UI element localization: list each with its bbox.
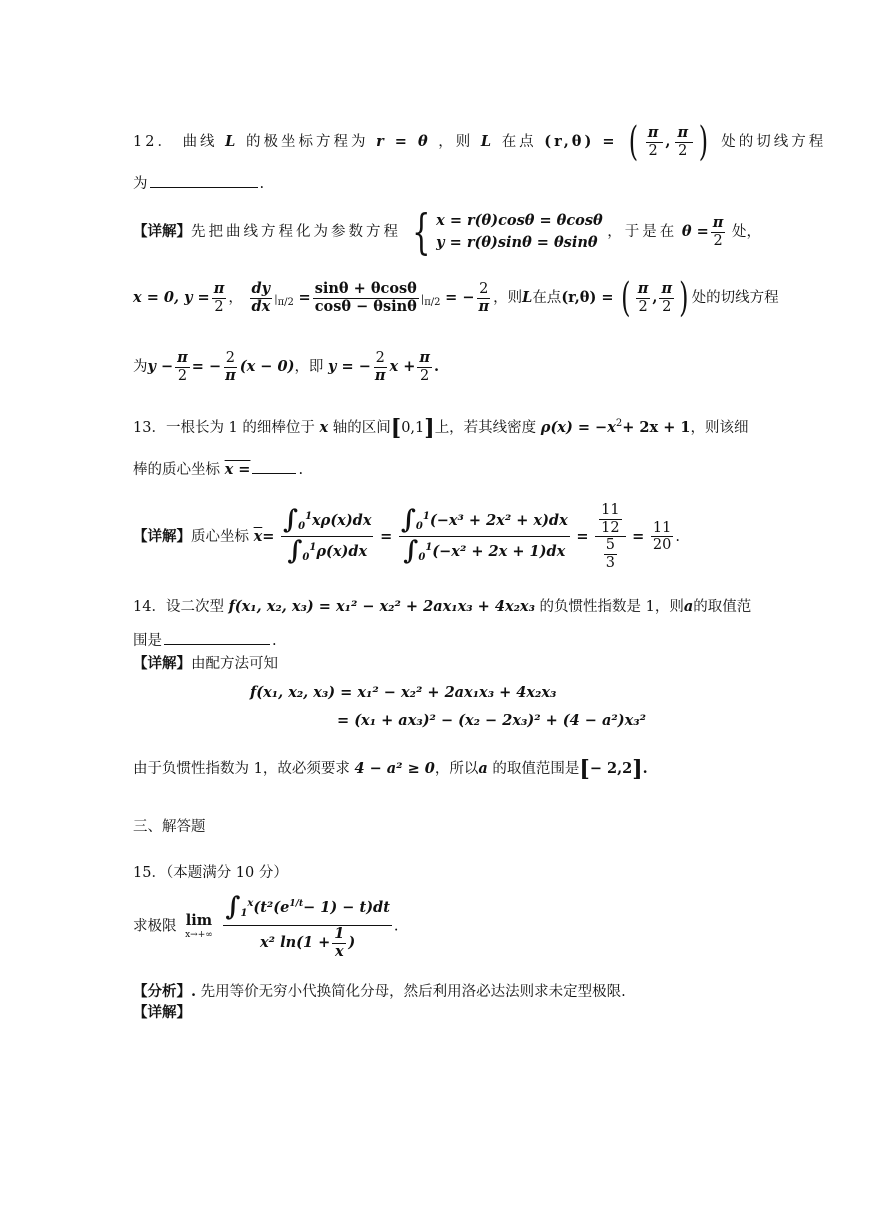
q14-concl-b: ，所以 [434, 761, 479, 777]
q12-ans-pre: 为 [133, 359, 148, 376]
q12-brace: { [411, 204, 431, 260]
q15-text-a: 求极限 [133, 918, 177, 935]
q12-ans-rhs: y = − [328, 358, 371, 376]
q12-var-L: L [225, 133, 239, 150]
q12-text-c: ，则 [438, 134, 474, 150]
q12-statement-line1: 12． 曲线 L 的极坐标方程为 r = θ ，则 L 在点 (r,θ) = ( $\frac{\pi}{2}$ , $\frac{\pi}{2}$ ) 处的切线方程 [133, 119, 827, 165]
q13-frac-result: $\frac{11}{20}$ [652, 519, 672, 554]
q12-text-f: 为 [133, 176, 148, 192]
q12-answer-line: 为y − $\frac{\pi}{2}$ = − $\frac{2}{\pi}$ (x − 0)，即 y = − $\frac{2}{\pi}$ x + $\frac{\pi}{2}$ . [133, 349, 440, 384]
q12-detail-a: 先把曲线方程化为参数方程 [191, 224, 401, 240]
q12-number: 12． [133, 134, 175, 150]
q12-frac-y: $\frac{\pi}{2}$ [213, 279, 225, 315]
q14-detail-tag: 【详解】 [133, 655, 191, 672]
section-title: 三、解答题 [133, 819, 206, 835]
q12-text-e: 处的切线方程 [721, 134, 827, 150]
q13-text-c: 上，若其线密度 [434, 420, 537, 436]
q12-ans-sep: ，即 [294, 359, 324, 376]
q14-text-a: 设二次型 [165, 599, 224, 615]
q12-detail-c: 处， [732, 224, 761, 240]
q12-equation: r = θ [376, 133, 431, 150]
q14-number: 14． [133, 599, 166, 615]
q14-conclusion-line: 由于负惯性指数为 1，故必须要求 4 − a² ≥ 0，所以a 的取值范围是[− 2,2]. [133, 756, 648, 782]
q13-density: ρ(x) = −x [540, 419, 616, 436]
q14-derivation-line2: = (x₁ + ax₃)² − (x₂ − 2x₃)² + (4 − a²)x₃² [337, 712, 646, 729]
q12-theta-eq: θ = [681, 223, 709, 240]
q14-condition: 4 − a² ≥ 0 [354, 760, 435, 777]
q13-statement-line2: 棒的质心坐标 x = . [133, 461, 304, 478]
q13-frac-3: $\frac{\frac{11}{12}}{\frac{5}{3}}$ [595, 502, 625, 572]
q12-detail-b: ，于是在 [607, 224, 678, 240]
q13-frac-1: $\frac{\int_0^1x\rho(x)dx}{\int_0^1\rho(x)dx}$ [283, 505, 372, 567]
q14-text-b: 的负惯性指数是 1，则 [539, 599, 684, 615]
q15-score: （本题满分 10 分） [165, 865, 288, 881]
q12-ans-x: x + [389, 358, 416, 376]
q12-frac-pi2b: $\frac{\pi}{2}$ [677, 123, 692, 159]
q15-analysis-line [133, 985, 626, 1000]
q13-detail-line: 【详解】质心坐标 $\overline{x}=$ $\frac{\int_0^1x\rho(x)dx}{\int_0^1\rho(x)dx}$ = $\frac{\int_0^1(-x^3 + 2x^2 + x)dx}{\int_0^1(-x^2 + 2x + 1)dx}$ = $\frac{\frac{11}{12}}{\frac{5}{3}}$ = $\frac{11}{20}$ . [133, 502, 680, 572]
q12-ans-lhs: y − [147, 358, 174, 376]
q12-statement-line2: 为 . [133, 176, 265, 192]
q12-detail-e: 处的切线方程 [691, 290, 779, 306]
q14-concl-c: 的取值范围是 [492, 761, 580, 777]
q13-text-e: 棒的质心坐标 [133, 462, 220, 478]
q13-detail-tag: 【详解】 [133, 527, 191, 545]
q12-text-b: 的极坐标方程为 [245, 134, 369, 150]
q15-limit-line: 求极限 lim x→+∞ $\int_1^x(t^2(e^{1/t}- 1) - t)dt$ x² ln(1 + $\frac{1}{x}$ ) . [133, 892, 399, 960]
q13-detail-a: 质心坐标 [191, 528, 249, 545]
q15-number: 15． [133, 865, 166, 881]
q12-frac-theta: $\frac{\pi}{2}$ [712, 213, 724, 249]
q12-text-a: 曲线 [182, 134, 218, 150]
q13-text-a: 一根长为 1 的细棒位于 [165, 420, 315, 436]
q12-text-d: 在点 [501, 134, 537, 150]
q15-detail-tag: 【详解】 [133, 1004, 191, 1021]
q12-dydx: $\frac{dy}{dx}$ [251, 279, 271, 315]
q14-concl-a: 由于负惯性指数为 1，故必须要求 [133, 761, 350, 777]
q15-analysis: 先用等价无穷小代换简化分母，然后利用洛必达法则求未定型极限. [200, 984, 626, 1000]
q12-left-paren: ( [628, 119, 641, 165]
q12-detail-line1 [133, 204, 761, 260]
q12-detail-line2: x = 0, y = $\frac{\pi}{2}$ ， $\frac{dy}{dx}$ $|_{\pi/2}$ = $\frac{\sin\theta + \theta\cos\theta}{\cos\theta - \theta\sin\theta}$ $|_{\pi/2}$ = − $\frac{2}{\pi}$ ，则L在点(r,θ) = ( $\frac{\pi}{2}$ , $\frac{\pi}{2}$ ) 处的切线方程 [133, 275, 779, 321]
q14-derivation-line1: f(x₁, x₂, x₃) = x₁² − x₂² + 2ax₁x₃ + 4x₂x₃ [250, 684, 557, 701]
q13-xbar: x = [224, 461, 251, 478]
q14-quadratic-form: f(x₁, x₂, x₃) = x₁² − x₂² + 2ax₁x₃ + 4x₂x₃ [228, 598, 535, 615]
q13-text-b: 轴的区间 [332, 420, 391, 436]
q15-lim: lim x→+∞ [185, 912, 213, 940]
q12-detail-d: ，则 [493, 290, 523, 306]
q12-right-paren: ) [698, 119, 710, 165]
q14-answer-blank [164, 642, 270, 645]
q15-header-line [133, 866, 288, 881]
q12-vals: x = 0, y = [133, 289, 210, 306]
q12-frac-2pi: $\frac{2}{\pi}$ [478, 280, 490, 315]
q14-detail-a: 由配方法可知 [191, 656, 278, 672]
q15-limit-fraction: $\int_1^x(t^2(e^{1/t}- 1) - t)dt$ x² ln(1 + $\frac{1}{x}$ ) [225, 892, 390, 960]
q12-detail-tag: 【详解】 [133, 223, 191, 240]
q14-range: − 2,2 [589, 760, 633, 777]
q13-number: 13． [133, 420, 166, 436]
q15-analysis-tag: 【分析】. [133, 983, 197, 1000]
q13-density-tail: + 2x + 1 [622, 419, 691, 436]
q12-param-system: x = r(θ)cosθ = θcosθ y = r(θ)sinθ = θsinθ [436, 212, 603, 251]
q13-answer-blank [252, 471, 296, 474]
q13-statement-line1: 13．一根长为 1 的细棒位于 x 轴的区间[0,1]上，若其线密度 $\rho(x) = -x^2+ 2x + 1$，则该细 [133, 415, 749, 441]
q13-frac-2: $\frac{\int_0^1(-x^3 + 2x^2 + x)dx}{\int_0^1(-x^2 + 2x + 1)dx}$ [400, 505, 568, 567]
q12-answer-blank [150, 185, 258, 188]
q12-point: (r,θ) = [544, 133, 618, 150]
q14-text-d: 围是 [133, 633, 162, 649]
q12-var-L-2: L [480, 133, 495, 150]
q14-statement-line2: 围是 . [133, 633, 277, 649]
q15-detail-line [133, 1006, 191, 1021]
q13-interval: 0,1 [401, 420, 425, 436]
q14-detail-line [133, 657, 278, 672]
q14-text-c: 的取值范 [693, 599, 752, 615]
q13-text-d: ，则该细 [690, 420, 749, 436]
q12-ans-mid: (x − 0) [239, 358, 295, 376]
q12-frac-pi2: $\frac{\pi}{2}$ [647, 123, 662, 159]
q14-statement-line1: 14．设二次型 f(x₁, x₂, x₃) = x₁² − x₂² + 2ax₁x₃ + 4x₂x₃ 的负惯性指数是 1，则a的取值范 [133, 598, 752, 615]
q12-eq-neg: = − [445, 289, 475, 306]
q12-slope-frac: $\frac{\sin\theta + \theta\cos\theta}{\cos\theta - \theta\sin\theta}$ [314, 279, 417, 315]
